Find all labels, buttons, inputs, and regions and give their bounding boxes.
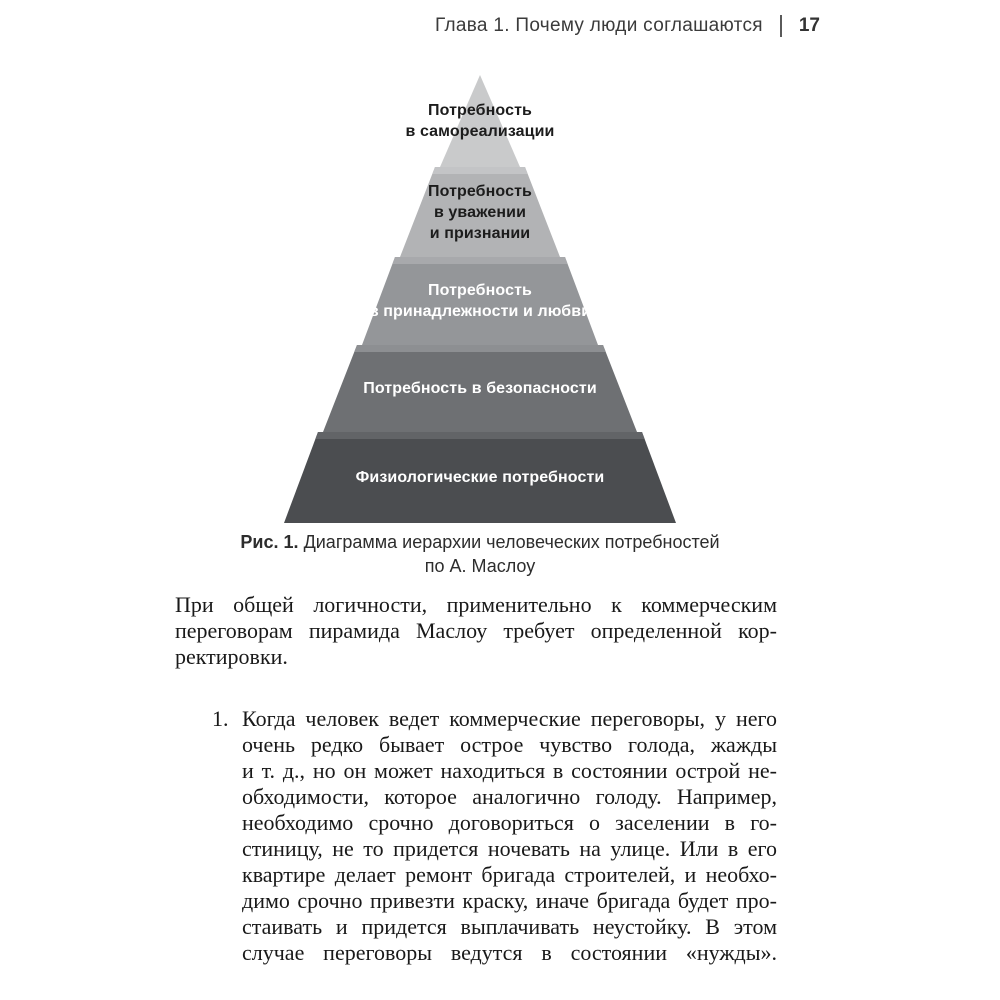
pyramid-label-line: Потребность [428, 102, 532, 119]
list-item-text [242, 706, 777, 966]
text-line: обходимости, которое аналогично голоду. Например, [242, 784, 777, 809]
pyramid-label-line: и признании [429, 224, 531, 242]
text-line: переговорам пирамида Маслоу требует определенной кор- [175, 618, 777, 643]
figure-caption [180, 530, 780, 578]
chapter-title: Глава 1. Почему люди соглашаются [434, 15, 763, 36]
pyramid-label-line: Потребность [428, 182, 532, 200]
maslow-pyramid-diagram [280, 75, 680, 523]
text-line: При общей логичности, применительно к коммерческим [175, 592, 777, 617]
page-header [0, 13, 820, 39]
pyramid-labels [280, 75, 680, 523]
figure-caption-line1 [180, 530, 780, 554]
header-separator [780, 15, 782, 37]
text-line: очень редко бывает острое чувство голода, жажды [242, 732, 777, 757]
pyramid-level-label-1 [230, 75, 730, 167]
text-line: стаивать и придется выплачивать неустойку. В этом [242, 914, 777, 939]
text-line: квартире делает ремонт бригада строителей, и необхо- [242, 862, 777, 887]
pyramid-level-label-3 [230, 257, 730, 345]
pyramid-level-label-5 [230, 432, 730, 523]
text-line: ректировки. [175, 644, 288, 669]
pyramid-label-line: в уважении [433, 203, 527, 221]
intro-paragraph [175, 592, 777, 670]
text-line: стиницу, не то придется ночевать на улице. Или в его [242, 836, 777, 861]
list-item-number: 1. [212, 706, 229, 731]
text-line: и т. д., но он может находиться в состоянии острой не- [242, 758, 777, 783]
text-line: необходимо срочно договориться о заселении в го- [242, 810, 777, 835]
numbered-list-item [175, 706, 777, 966]
pyramid-label-line: Физиологические потребности [355, 469, 605, 486]
pyramid-level-label-4 [230, 345, 730, 432]
pyramid-label-line: в принадлежности и любви [368, 303, 592, 320]
text-line: случае переговоры ведутся в состоянии «нужды». [242, 940, 777, 965]
pyramid-label-line: Потребность [428, 282, 532, 299]
pyramid-label-line: в самореализации [405, 123, 555, 140]
figure-caption-number: Рис. 1. [240, 532, 299, 552]
figure-caption-text: Диаграмма иерархии человеческих потребностей [303, 532, 720, 552]
pyramid-label-line: Потребность в безопасности [363, 380, 597, 397]
figure-caption-line2: по А. Маслоу [424, 556, 536, 576]
pyramid-level-label-2 [230, 167, 730, 257]
text-line: Когда человек ведет коммерческие переговоры, у него [242, 706, 777, 731]
text-line: димо срочно привезти краску, иначе бригада будет про- [242, 888, 777, 913]
page-number: 17 [798, 15, 820, 36]
